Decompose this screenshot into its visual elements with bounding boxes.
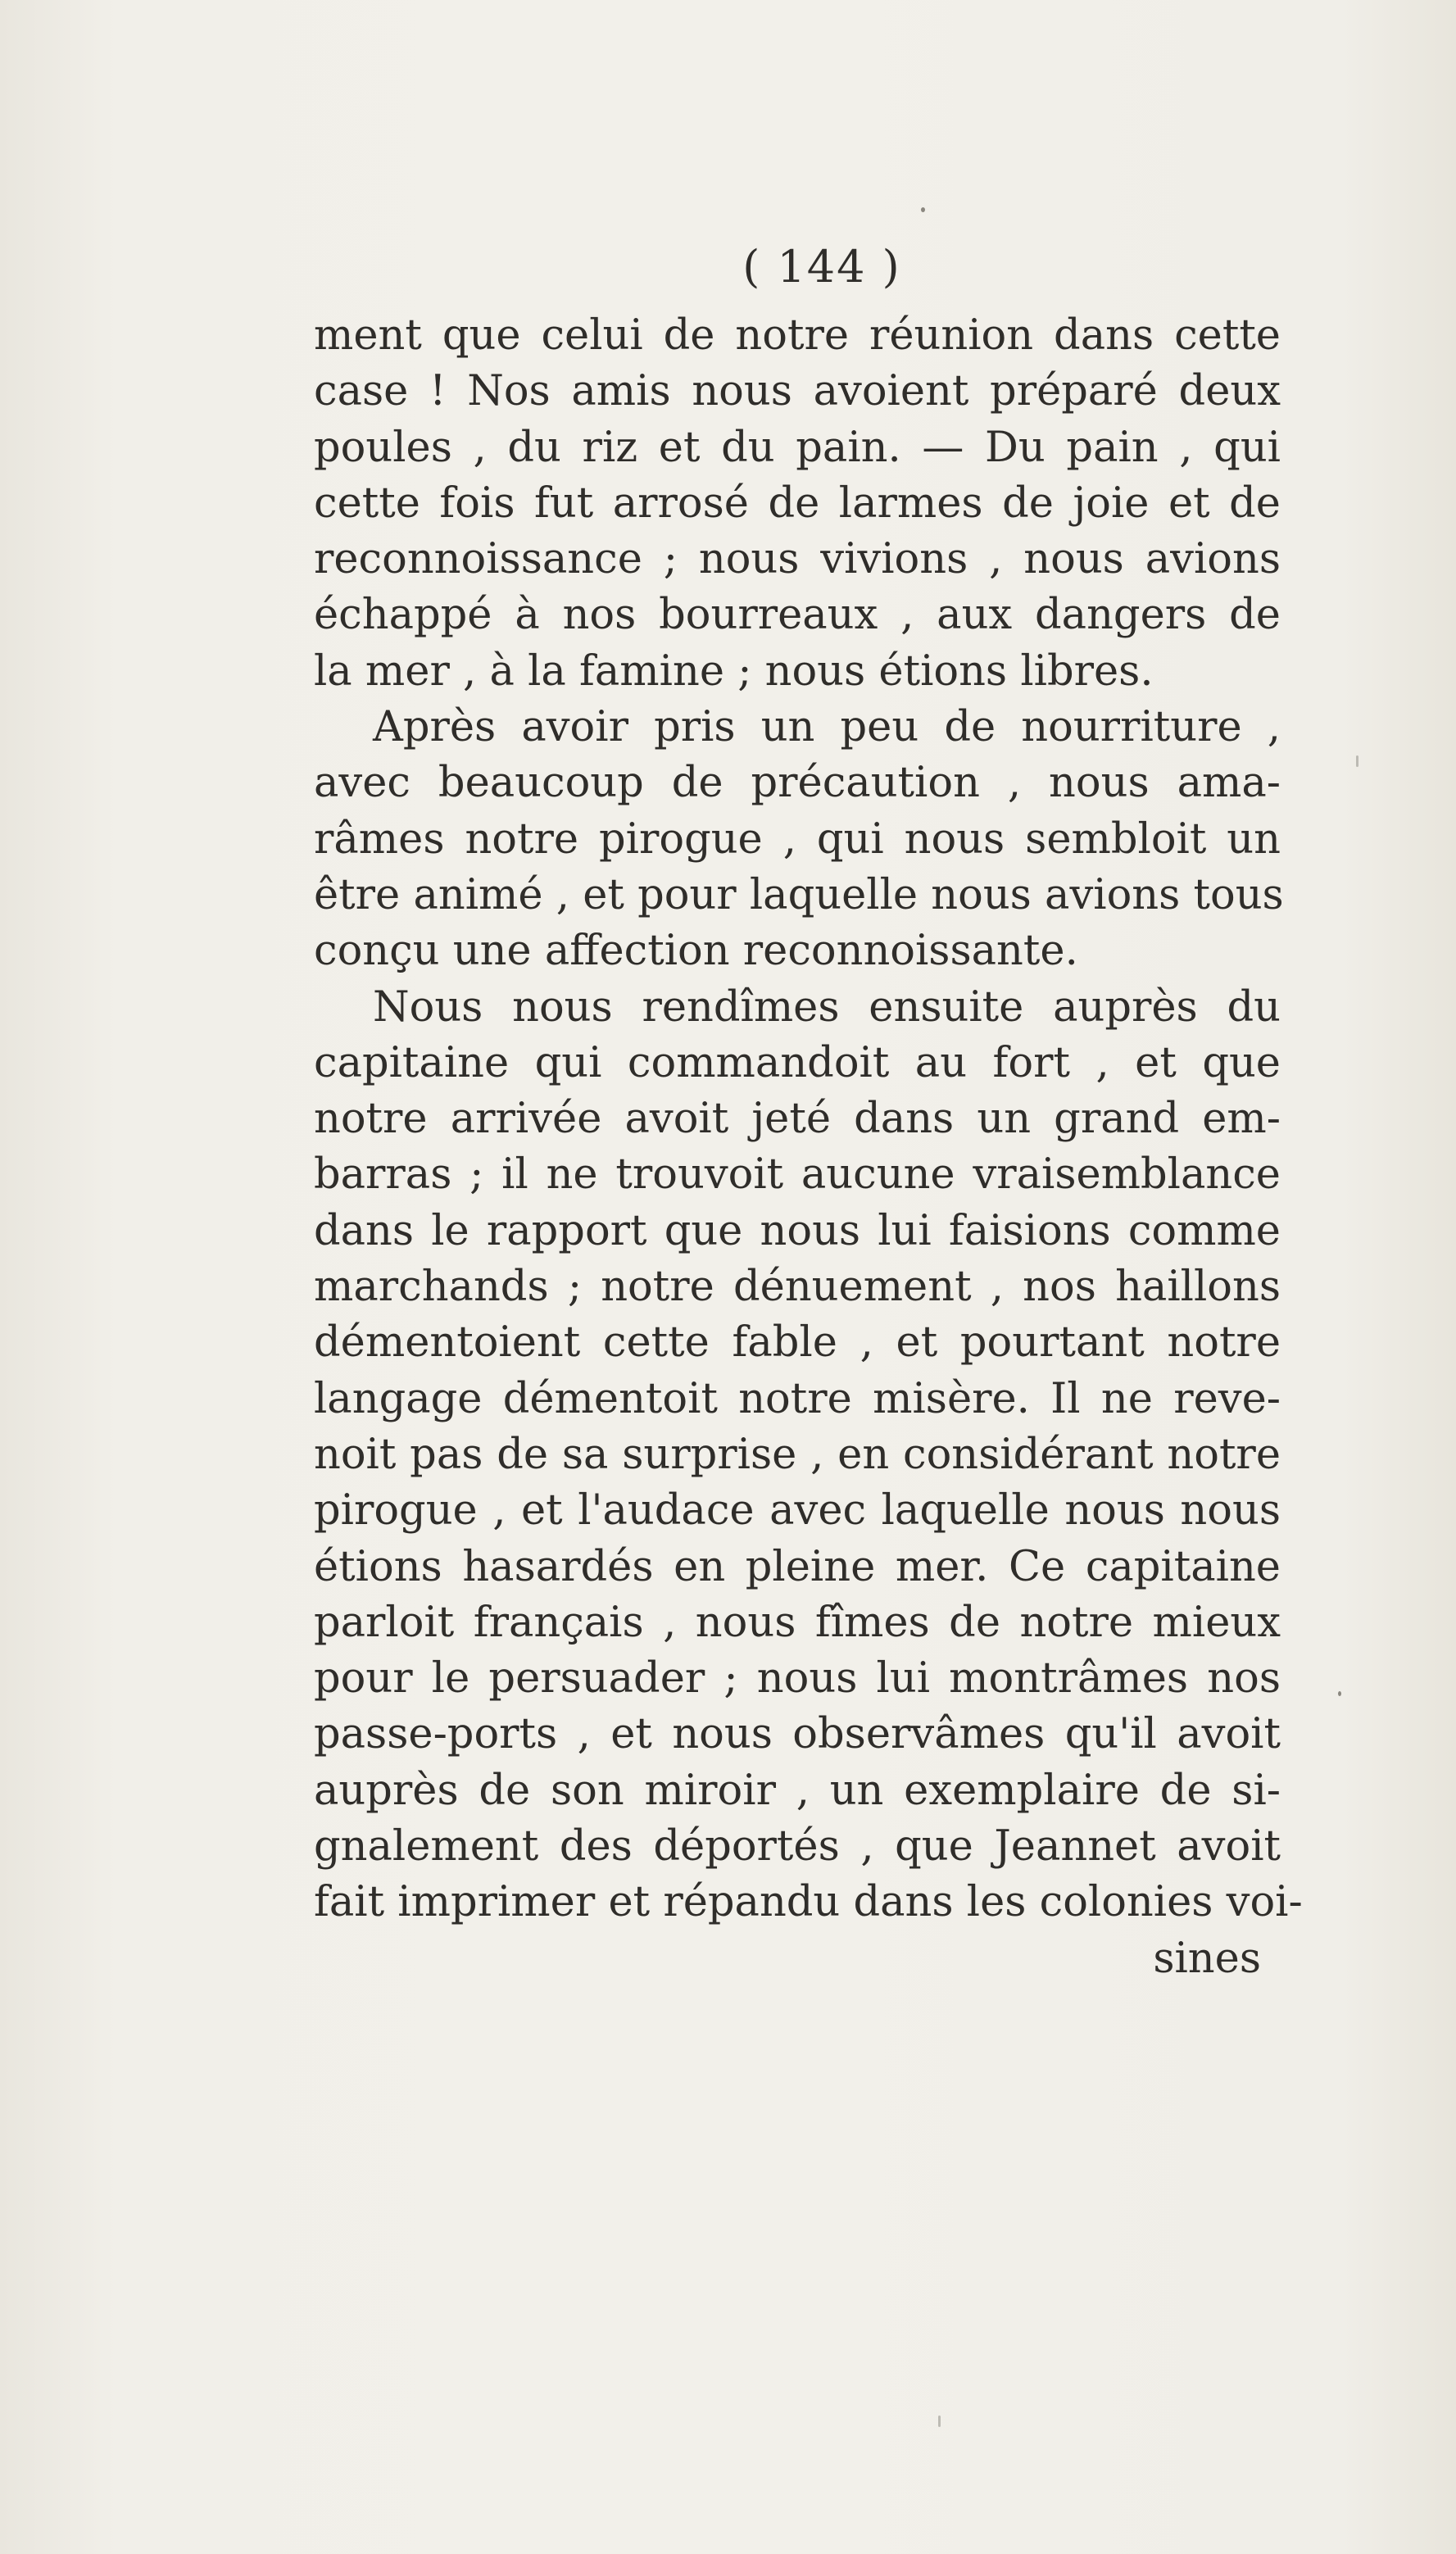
text-block (314, 226, 1303, 1987)
text-line: notre arrivée avoit jeté dans un grand em- (314, 1095, 1281, 1144)
text-line: poules , du riz et du pain. — Du pain , qui (314, 423, 1281, 472)
text-line: passe-ports , et nous observâmes qu'il avoit (314, 1710, 1281, 1759)
text-line: Nous nous rendîmes ensuite auprès du (373, 982, 1281, 1032)
paper-speck (1338, 1691, 1341, 1696)
paper-speck (921, 207, 925, 212)
text-line: ment que celui de notre réunion dans cette (314, 311, 1281, 360)
text-line: pirogue , et l'audace avec laquelle nous nous (314, 1486, 1281, 1536)
text-line: dans le rapport que nous lui faisions comme (314, 1206, 1281, 1255)
text-line: cette fois fut arrosé de larmes de joie et de (314, 479, 1281, 528)
text-line: Après avoir pris un peu de nourriture , (373, 703, 1281, 752)
text-line: démentoient cette fable , et pourtant notre (314, 1318, 1281, 1368)
text-line: langage démentoit notre misère. Il ne reve- (314, 1374, 1281, 1423)
paragraph (314, 980, 1303, 1931)
text-line: conçu une affection reconnoissante. (314, 927, 1078, 976)
text-line: barras ; il ne trouvoit aucune vraisemblance (314, 1150, 1281, 1200)
text-line: échappé à nos bourreaux , aux dangers de (314, 591, 1281, 640)
text-line: marchands ; notre dénuement , nos haillons (314, 1263, 1281, 1312)
text-line: gnalement des déportés , que Jeannet avoit (314, 1822, 1281, 1871)
text-line: reconnoissance ; nous vivions , nous avions (314, 535, 1281, 584)
paragraph (314, 700, 1284, 979)
text-line: pour le persuader ; nous lui montrâmes nos (314, 1654, 1281, 1703)
text-line: noit pas de sa surprise , en considérant notre (314, 1430, 1281, 1479)
text-line: râmes notre pirogue , qui nous sembloit un (314, 814, 1281, 864)
paper-speck (1356, 755, 1358, 767)
text-line: étions hasardés en pleine mer. Ce capitaine (314, 1542, 1281, 1591)
text-line: auprès de son miroir , un exemplaire de si- (314, 1766, 1281, 1815)
text-line: avec beaucoup de précaution , nous ama- (314, 759, 1281, 808)
text-line: case ! Nos amis nous avoient préparé deux (314, 367, 1281, 416)
text-line: la mer , à la famine ; nous étions libres. (314, 646, 1154, 696)
text-line: être animé , et pour laquelle nous avions tous (314, 870, 1284, 919)
text-line: parloit français , nous fîmes de notre mieux (314, 1598, 1281, 1647)
paper-speck (938, 2416, 941, 2427)
page-number: ( 144 ) (742, 241, 901, 293)
text-line: capitaine qui commandoit au fort , et que (314, 1038, 1281, 1087)
text-line: fait imprimer et répandu dans les colonies voi- (314, 1878, 1303, 1927)
catchword: sines (1153, 1934, 1261, 1983)
paragraph-continued (314, 308, 1281, 700)
